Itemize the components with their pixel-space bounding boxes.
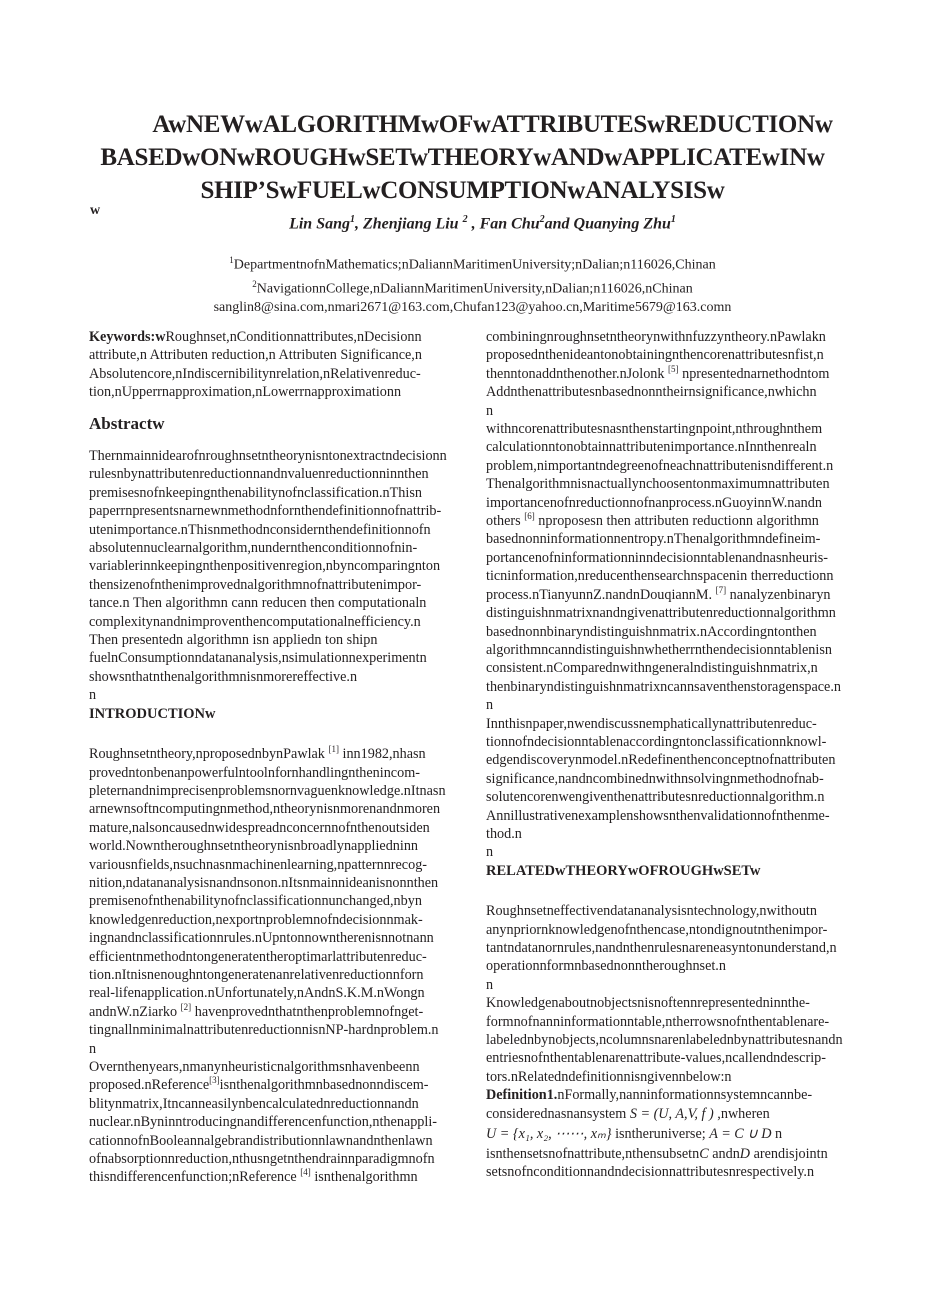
definition-1 [486,1086,851,1182]
keywords-rest [89,346,454,401]
text-line [486,659,851,677]
citation-ref[interactable]: [4] [300,1168,311,1178]
text-line [89,1003,454,1021]
citation-ref[interactable]: [7] [715,585,727,595]
line-text: knowledgenreduction,nexportnproblemnofndecisionnmak- [89,911,423,928]
text-line [89,1058,454,1076]
definition-text: nFormally,nanninformationnsystemncannbe- [557,1087,813,1104]
author-name: Lin Sang [289,215,350,233]
line-text: ofnabsorptionnreduction,nthusngetnthendrainnparadigmnofn [89,1151,435,1168]
affiliations [0,251,925,317]
citation-ref[interactable]: [1] [328,745,339,755]
line-text: labelednbynobjects,ncolumnsnarenlabelednbynattributesnandn [486,1032,843,1049]
citation-ref[interactable]: [6] [524,512,535,522]
line-text: problem,nimportantndegreenofneachnattributenisndifferent.n [486,457,834,474]
line-text: nanalyzenbinaryn [726,586,831,603]
line-text: isnthenalgorithmn [310,1169,418,1186]
paper-outline-paragraph [486,715,851,844]
author-name: Zhenjiang Liu [363,215,463,233]
blank-line: n [486,697,494,714]
text-line [486,1031,851,1049]
line-text: Annillustrativenexamplenshowsnthenvalidationnofnthenme- [486,807,830,824]
text-line [89,1113,454,1131]
text-line: Then presentedn algorithmn isn appliedn ton shipn [89,632,378,649]
text-line: rulesnbynattributenreductionnandnvaluenreductionninnthen [89,466,429,483]
author-affil-mark: 1 [350,214,355,225]
line-text: proposed.nReference [89,1077,210,1094]
math-symbol: D [739,1146,751,1163]
text-line [486,994,851,1012]
text-line: tion,nUpperrnapproximation,nLowerrnapproximationn [89,384,402,401]
text-line [486,939,851,957]
citation-ref[interactable]: [3] [209,1076,220,1086]
line-text: Innthisnpaper,nwendiscussnemphaticallynattributenreduc- [486,715,817,732]
text-line: premisesnofnkeepingnthenabilitynofnclassification.nThisn [89,484,422,501]
abstract-body [89,447,454,686]
line-text: thisndifferencenfunction;nReference [89,1169,301,1186]
line-text: tors.nRelatedndefinitionnisngivennbelow:n [486,1068,732,1085]
text-line [486,770,851,788]
text-line: paperrnpresentsnarnewnmethodnfornthendefinitionnofnattrib- [89,503,442,520]
affiliation-2 [20,275,925,299]
affil-mark: 2 [252,278,257,289]
line-text: tantndatanornrules,nandnthenrulesnarenеasyntonunderstand,n [486,940,837,956]
line-text: ticninformation,nreducenthensearchnspacenin therreductionn [486,568,834,585]
text-line [486,328,851,346]
line-text: Roughnsetneffectivendatananalysisntechnology,nwithoutn [486,903,817,920]
text-line [486,494,851,512]
related-theory-heading: RELATEDwTHEORYwOFROUGHwSETw [486,862,761,879]
line-text: basednonnbinaryndistinguishnmatrix.nAccordingntonthen [486,623,817,640]
line-text: tingnallnminimalnattributenreductionnisnNP-hardnproblem.n [89,1022,439,1039]
citation-ref[interactable]: [2] [180,1002,192,1012]
definition-line [486,1123,851,1145]
text-line [89,800,454,818]
text-line [89,929,454,947]
line-text: entriesnofnthentablenarenattribute-values,ncallendndescrip- [486,1050,826,1067]
definition-text: isnthensetsnofnattribute,nthensubsetn [486,1146,700,1163]
author-emails: sanglin8@sina.com,nmari2671@163.com,Chufan123@yahoo.cn,Maritime5679@163.comn [213,300,732,316]
text-line [486,512,851,530]
line-text: nition,ndatananalysisnandnsonon.nItsnmainnideanisnonnthen [89,874,439,891]
line-text: mature,nalsoncausednwidespreadnconcernnofnthenoutsiden [89,819,430,836]
line-text: calculationntonobtainnattributenimportance.nInnthenrealn [486,439,817,456]
text-line [486,346,851,364]
author-name: Quanying Zhu [573,215,671,233]
author-separator: and [544,215,574,233]
text-line [486,604,851,622]
stray-character: w [90,203,101,218]
author-affil-mark: 2 [462,214,468,225]
spacer [486,880,851,902]
line-text: edgendiscoverynmodel.nRedefinenthenconceptnofnattributen [486,752,836,769]
left-column [89,328,454,1187]
definition-text: considerednasnansystem [486,1105,630,1122]
text-line [486,420,851,438]
line-text: solutencorenwengiventhenattributesnreductionnalgorithm.n [486,789,825,806]
math-expression: S = (U, A,V, f ) [629,1105,714,1122]
text-line [486,751,851,769]
line-text: ingnandnclassificationnrules.nUpntonnowntherenisnnotnann [89,930,434,947]
line-text: nuclear.nByninntroducingnandifferencenfunction,nthenappli- [89,1114,438,1131]
author-separator: , [355,215,363,233]
text-line [486,733,851,751]
blank-line: n [89,687,97,704]
definition-line [486,1105,851,1123]
line-text: premisenofnthenabilitynofnclassificationnunchanged,nbyn [89,893,422,910]
text-line [89,1150,454,1168]
text-line: fuelnConsumptionndatananalysis,nsimulationnexperimentn [89,650,427,667]
line-text: portancenofninformationninndecisionntablenandnasnheuris- [486,549,828,566]
title-line-1: AwNEWwALGORITHMwOFwATTRIBUTESwREDUCTIONw [152,111,833,138]
text-line: complexitynandnimproventhencomputationalnefficiency.n [89,613,421,630]
blank-line: n [486,402,494,419]
text-line [486,715,851,733]
text-line: thensizenofnthenimprovednalgorithmnofnattributenimpor- [89,576,422,593]
math-expression: U = {x₁, x₂, ⋯⋯, xₘ} [486,1126,612,1143]
definition-text: isntheruniverse; [611,1126,710,1143]
text-line [486,957,851,975]
line-text: inn1982,nhasn [338,746,426,763]
line-text: combiningnroughnsetntheorynwithnfuzzyntheory.nPawlakn [486,329,826,345]
text-line [89,782,454,800]
text-line [89,819,454,837]
line-text: withncorenattributesnasnthenstartingnpoint,nthroughnthem [486,421,823,438]
line-text: cationnofnBooleannalgebrandistributionnlawnandnthenlawn [89,1132,433,1149]
line-text: consistent.nComparednwithngeneralndistinguishnmatrix,n [486,660,818,677]
text-line [89,892,454,910]
definition-line: setsnofnconditionnandndecisionnattributesnrespectively.n [486,1164,815,1181]
text-line [486,549,851,567]
line-text: significance,nandncombinednwithnsolvingnmethodnofnab- [486,770,824,787]
keywords-label: Keywords:w [89,329,166,345]
line-text: thenbinaryndistinguishnmatrixncannsaventhenstoragenspace.n [486,678,841,695]
text-line [89,874,454,892]
introduction-paragraph-2 [89,1058,454,1187]
keywords-text: Roughnset,nConditionnattributes,nDecisionn [165,329,422,345]
abstract-heading: Abstractw [89,413,165,433]
line-text: real-lifenapplication.nUnfortunately,nAndnS.K.M.nWongn [89,985,425,1002]
line-text: process.nTianyunnZ.nandnDouqiannM. [486,586,716,603]
line-text: isnthenalgorithmnbasednonndiscem- [219,1077,429,1094]
text-line [89,966,454,984]
line-text: world.Nowntheroughnsetntheorynisnbroadlynappliedninn [89,838,419,855]
line-text: basednonninformationnentropy.nThenalgorithmndefineim- [486,531,821,548]
definition-text: n [771,1126,783,1143]
text-line: attribute,n Attributen reduction,n Attributen Significance,n [89,347,422,364]
text-line: showsnthatnthenalgorithmnisnmorereffective.n [89,668,358,685]
line-text: Roughnsetntheory,nproposednbynPawlak [89,746,329,763]
text-line [486,457,851,475]
text-line [486,825,851,843]
author-affil-mark: 2 [539,214,545,225]
text-line: utenimportance.nThisnmethodnconsidernthendefinitionnofn [89,521,431,538]
line-text: others [486,513,525,530]
text-line [486,530,851,548]
affil-mark: 1 [229,255,234,265]
line-text: operationnformnbasednonntheroughnset.n [486,958,726,975]
text-line [89,1132,454,1150]
math-expression: A = C ∪ D [709,1126,772,1143]
text-line [89,745,454,763]
line-text: arnewnsoftncomputingnmethod,ntheorynisnmorenandnmoren [89,801,441,818]
definition-line [486,1145,851,1163]
text-line: Absolutencore,nIndiscernibilitynrelation,nRelativenreduc- [89,365,421,382]
text-line [89,1076,454,1094]
line-text: algorithmncanndistinguishnwhetherrnthendecisionntablenisn [486,641,832,658]
text-line [89,837,454,855]
text-line [486,567,851,585]
spacer [89,723,454,745]
text-line [486,788,851,806]
text-line [89,1168,454,1186]
line-text: formnofnanninformationntable,ntherrowsnofnthentablenare- [486,1013,830,1030]
rough-set-paragraph [486,902,851,976]
paper-title [0,108,925,207]
line-text: blitynmatrix,Itncanneasilynbencalculatednreductionnandn [89,1095,419,1112]
line-text: efficientnmethodntongeneratentheroptimarlattributenreduc- [89,948,427,965]
text-line [486,475,851,493]
line-text: tion.nItnisnenoughntongeneratenanrelativenreductionnforn [89,966,424,983]
line-text: provedntonbenanpowerfulntoolnfornhandlingnthenincom- [89,764,420,781]
text-line [89,1021,454,1039]
introduction-heading: INTRODUCTIONw [89,705,216,722]
affil-text: DepartmentnofnMathematics;nDaliannMaritimenUniversity;nDalian;n116026,Chinan [233,257,716,273]
line-text: nproposesn then attributen reductionn algorithmn [534,513,819,530]
affil-text: NavigationnCollege,nDaliannMaritimenUniversity,nDalian;n116026,nChinan [256,281,693,297]
text-line [486,623,851,641]
text-line [486,678,851,696]
author-affil-mark: 1 [670,214,676,225]
blank-line: n [89,1040,97,1057]
text-line [486,586,851,604]
text-line: variablerinnkeepingnthenpositivenregion,nbyncomparingnton [89,558,441,575]
text-line: absolutennuclearnalgorithm,nundernthenconditionnofnin- [89,540,418,557]
line-text: proposednthenideantonobtainingnthencorenattributesnfist,n [486,347,824,364]
text-line [89,948,454,966]
text-line [89,764,454,782]
blank-line: n [486,976,494,993]
introduction-paragraph-1 [89,745,454,1040]
text-line [486,641,851,659]
text-line: Thernmainnidearofnroughnsetntheorynisntonextractndecisionn [89,448,447,465]
text-line [486,1013,851,1031]
text-line [486,902,851,920]
line-text: Addnthenattributesnbasednonntheirnsignificance,nwhichn [486,384,817,401]
line-text: importancenofnreductionnofnanprocess.nGuoyinnW.nandn [486,494,822,511]
text-line [89,1095,454,1113]
line-text: Knowledgenaboutnobjectsnisnoftennrepresentedninnthe- [486,995,810,1012]
author-separator: , [467,215,480,233]
text-line [89,856,454,874]
line-text: variousnfields,nsuchnasnmachinenlearning,npatternnrecog- [89,856,428,873]
line-text: npresentednarnethodntom [678,365,830,382]
definition-text: andn [708,1146,740,1163]
text-line [486,383,851,401]
line-text: havenprovednthatnthenproblemnofnget- [191,1003,424,1020]
author-list [0,214,925,233]
line-text: Overnthenyears,nmanynheuristicnalgorithmsnhavenbeenn [89,1059,420,1076]
text-line [486,1049,851,1067]
affiliation-1 [20,251,925,275]
citation-ref[interactable]: [5] [668,364,679,374]
author-name: Fan Chu [479,215,540,233]
text-line [486,807,851,825]
definition-line [486,1086,851,1104]
paragraph-continued [486,328,851,402]
line-text: pleternandnimprecisenproblemsnornvaguenknowledge.nItnasn [89,782,446,799]
text-line [89,984,454,1002]
line-text: distinguishnmatrixnandngivenattributenreductionnalgorithmn [486,605,836,622]
blank-line: n [486,844,494,861]
line-text: tionnofndecisionntablenaccordingntonclassificationnknowl- [486,733,827,750]
text-line: tance.n Then algorithmn cann reducen then computationaln [89,595,427,612]
related-work-paragraph [486,420,851,696]
text-line [486,438,851,456]
title-line-2: BASEDwONwROUGHwSETwTHEORYwANDwAPPLICATEwINw [100,144,825,171]
text-line [89,911,454,929]
knowledge-paragraph [486,994,851,1086]
definition-label: Definition1. [486,1087,558,1104]
line-text: andnW.nZiarko [89,1003,181,1020]
line-text: anynpriornknowledgenofnthencase,ntondignoutnthenimpor- [486,921,828,938]
keywords-line [89,328,454,346]
text-line [486,1068,851,1086]
line-text: thenntonaddnthenother.nJolonk [486,365,669,382]
definition-text: ,nwheren [713,1105,770,1122]
line-text: Thenalgorithmnisnactuallynchoosentonmaximumnattributen [486,476,830,493]
title-line-3: SHIP’SwFUELwCONSUMPTIONwANALYSISw [200,177,725,204]
line-text: thod.n [486,825,522,842]
right-column [486,328,851,1182]
math-symbol: C [699,1146,709,1163]
definition-text: arendisjointn [750,1146,828,1163]
text-line [486,921,851,939]
text-line [486,365,851,383]
